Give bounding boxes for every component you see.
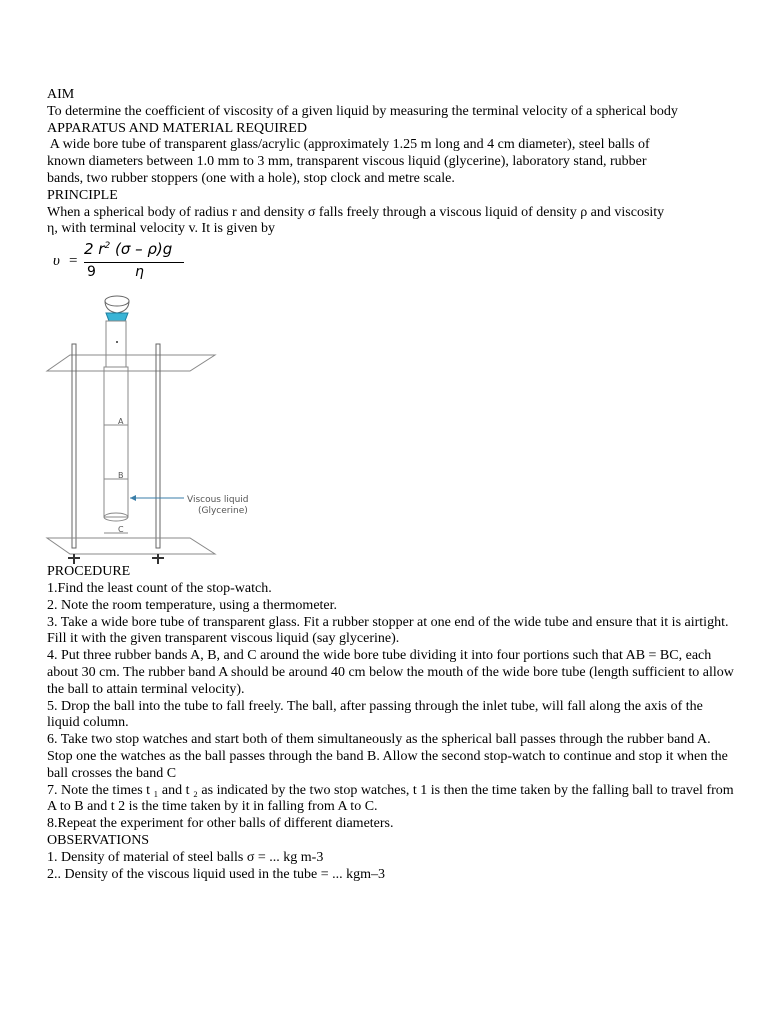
observation-line: 1. Density of material of steel balls σ = ... kg m-3 [47,849,324,865]
procedure-step: 2. Note the room temperature, using a thermometer. [47,597,338,613]
band-a-label: A [118,417,124,427]
procedure-heading: PROCEDURE [47,564,131,580]
formula-numerator [84,241,172,258]
formula-lhs: υ [53,253,60,270]
apparatus-drawing [42,284,272,568]
procedure-step: 6. Take two stop watches and start both of them simultaneously as the spherical ball passes through the rubber band A. Stop one the watches as the ball passes through the band B. Allow the second stop-watch to continue and stop it when the ball crosses the band C [47,732,728,781]
apparatus-line: A wide bore tube of transparent glass/acrylic (approximately 1.25 m long and 4 cm diameter), steel balls of [47,137,650,153]
principle-heading: PRINCIPLE [47,187,118,203]
formula-exponent: 2 [104,241,111,252]
observations-heading: OBSERVATIONS [47,832,150,848]
funnel-top [105,296,129,306]
formula-numerator-a: 2 r [84,240,105,259]
formula-numerator-b: (σ – ρ)g [110,240,173,259]
rubber-stopper [106,313,128,321]
apparatus-line: known diameters between 1.0 mm to 3 mm, transparent viscous liquid (glycerine), laboratory stand, rubber [47,154,647,170]
observation-line: 2.. Density of the viscous liquid used in the tube = ... kgm–3 [47,866,386,882]
procedure-step: 1.Find the least count of the stop-watch. [47,580,272,596]
procedure-step: 3. Take a wide bore tube of transparent glass. Fit a rubber stopper at one end of the wide tube and ensure that it is airtight. Fill it with the given transparent viscous liquid (say glycerine). [47,614,729,647]
apparatus-line: bands, two rubber stoppers (one with a hole), stop clock and metre scale. [47,170,455,186]
procedure-step: 8.Repeat the experiment for other balls of different diameters. [47,816,394,832]
procedure-step: 5. Drop the ball into the tube to fall freely. The ball, after passing through the inlet tube, will fall along the axis of the liquid column. [47,698,703,731]
aim-text: To determine the coefficient of viscosity of a given liquid by measuring the terminal velocity of a spherical body [47,103,678,119]
document-page [47,87,747,883]
label-arrowhead [130,495,136,501]
formula-equals: = [69,253,78,270]
stand-rod-right [156,344,160,548]
inlet-tube [106,321,126,367]
aim-heading: AIM [47,87,75,102]
glycerine-label: (Glycerine) [198,506,248,517]
falling-ball [116,341,118,343]
stokes-formula [47,238,747,284]
wide-bore-tube [104,367,128,517]
band-b-label: B [118,471,124,481]
formula-denominator-right: η [135,264,144,281]
formula-denominator-left: 9 [87,264,96,281]
procedure-step: 7. Note the times t ₁ and t ₂ as indicated by the two stop watches, t 1 is then the time taken by the falling ball to travel from A to B and t 2 is the time taken by it in falling from A to C. [47,782,734,815]
stand-rod-left [72,344,76,548]
band-c-label: C [118,525,124,535]
principle-line: η, with terminal velocity v. It is given by [47,221,276,237]
funnel-bowl [105,301,129,313]
apparatus-diagram [42,284,272,568]
apparatus-heading: APPARATUS AND MATERIAL REQUIRED [47,120,307,136]
fraction-bar [84,262,184,263]
procedure-step: 4. Put three rubber bands A, B, and C around the wide bore tube dividing it into four portions such that AB = BC, each about 30 cm. The rubber band A should be around 40 cm below the mouth of the wide bore tube (length sufficient to allow the ball to attain terminal velocity). [47,648,734,697]
principle-line: When a spherical body of radius r and density σ falls freely through a viscous liquid of density ρ and viscosity [47,204,665,220]
viscous-liquid-label: Viscous liquid [187,495,249,506]
